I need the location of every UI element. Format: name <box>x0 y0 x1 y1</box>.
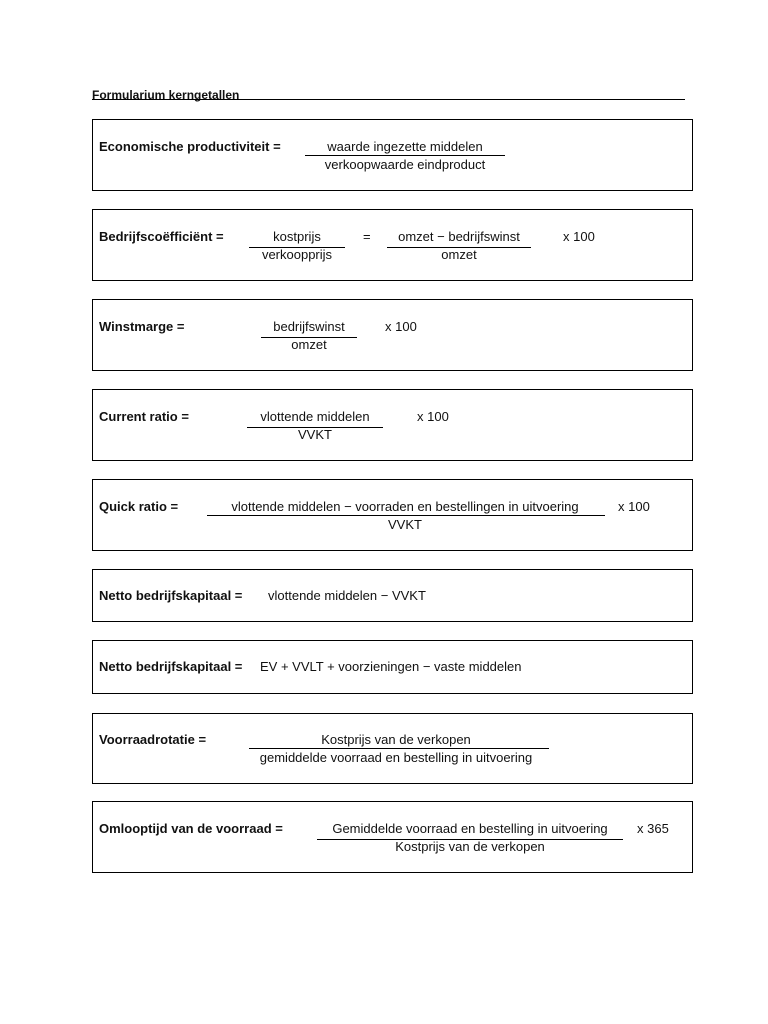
formula-numerator: vlottende middelen <box>260 409 370 424</box>
fraction-bar <box>249 748 549 749</box>
formula-label: Bedrijfscoëfficiënt = <box>99 229 224 244</box>
formula-box-economische-productiviteit <box>92 119 693 191</box>
formula-denominator: omzet <box>291 337 327 352</box>
formula-label: Economische productiviteit = <box>99 139 281 154</box>
formula-numerator: vlottende middelen − voorraden en bestellingen in uitvoering <box>231 499 579 514</box>
formula-multiplier: x 100 <box>385 319 417 334</box>
fraction-bar <box>207 515 605 516</box>
formula-box-quick-ratio <box>92 479 693 551</box>
formula-box-voorraadrotatie <box>92 713 693 784</box>
formula-label: Voorraadrotatie = <box>99 732 207 747</box>
formula-multiplier: x 100 <box>618 499 650 514</box>
formula-numerator: Gemiddelde voorraad en bestelling in uitvoering <box>332 821 608 836</box>
equals-sign: = <box>363 229 371 244</box>
fraction-bar <box>305 155 505 156</box>
formula-denominator: gemiddelde voorraad en bestelling in uitvoering <box>259 750 533 765</box>
formula-expression: vlottende middelen − VVKT <box>268 588 426 603</box>
formula-label: Current ratio = <box>99 409 189 424</box>
formula-box-netto-bedrijfskapitaal-1 <box>92 569 693 622</box>
formula-box-bedrijfscoefficient <box>92 209 693 281</box>
title-underline <box>92 99 685 100</box>
formula-multiplier: x 100 <box>563 229 595 244</box>
formula-numerator: kostprijs <box>273 229 321 244</box>
formula-label: Netto bedrijfskapitaal = <box>99 588 243 603</box>
formula-numerator: waarde ingezette middelen <box>327 139 483 154</box>
formula-box-omlooptijd-voorraad <box>92 801 693 873</box>
formula-denominator: verkoopwaarde eindproduct <box>324 157 486 172</box>
formula-denominator: Kostprijs van de verkopen <box>395 839 545 854</box>
formula-multiplier: x 365 <box>637 821 669 836</box>
formula-box-current-ratio <box>92 389 693 461</box>
formula-denominator: verkoopprijs <box>261 247 333 262</box>
formula-denominator-2: omzet <box>441 247 477 262</box>
formula-box-winstmarge <box>92 299 693 371</box>
formula-denominator: VVKT <box>298 427 332 442</box>
formula-label: Quick ratio = <box>99 499 179 514</box>
formula-label: Omlooptijd van de voorraad = <box>99 821 283 836</box>
formula-expression: EV + VVLT + voorzieningen − vaste middelen <box>260 659 522 674</box>
formula-box-netto-bedrijfskapitaal-2 <box>92 640 693 694</box>
formula-label: Winstmarge = <box>99 319 185 334</box>
formula-numerator: bedrijfswinst <box>273 319 345 334</box>
formula-denominator: VVKT <box>388 517 422 532</box>
formula-numerator-2: omzet − bedrijfswinst <box>398 229 520 244</box>
formula-label: Netto bedrijfskapitaal = <box>99 659 243 674</box>
formula-numerator: Kostprijs van de verkopen <box>321 732 471 747</box>
formula-multiplier: x 100 <box>417 409 449 424</box>
document-title: Formularium kerngetallen <box>92 88 240 102</box>
